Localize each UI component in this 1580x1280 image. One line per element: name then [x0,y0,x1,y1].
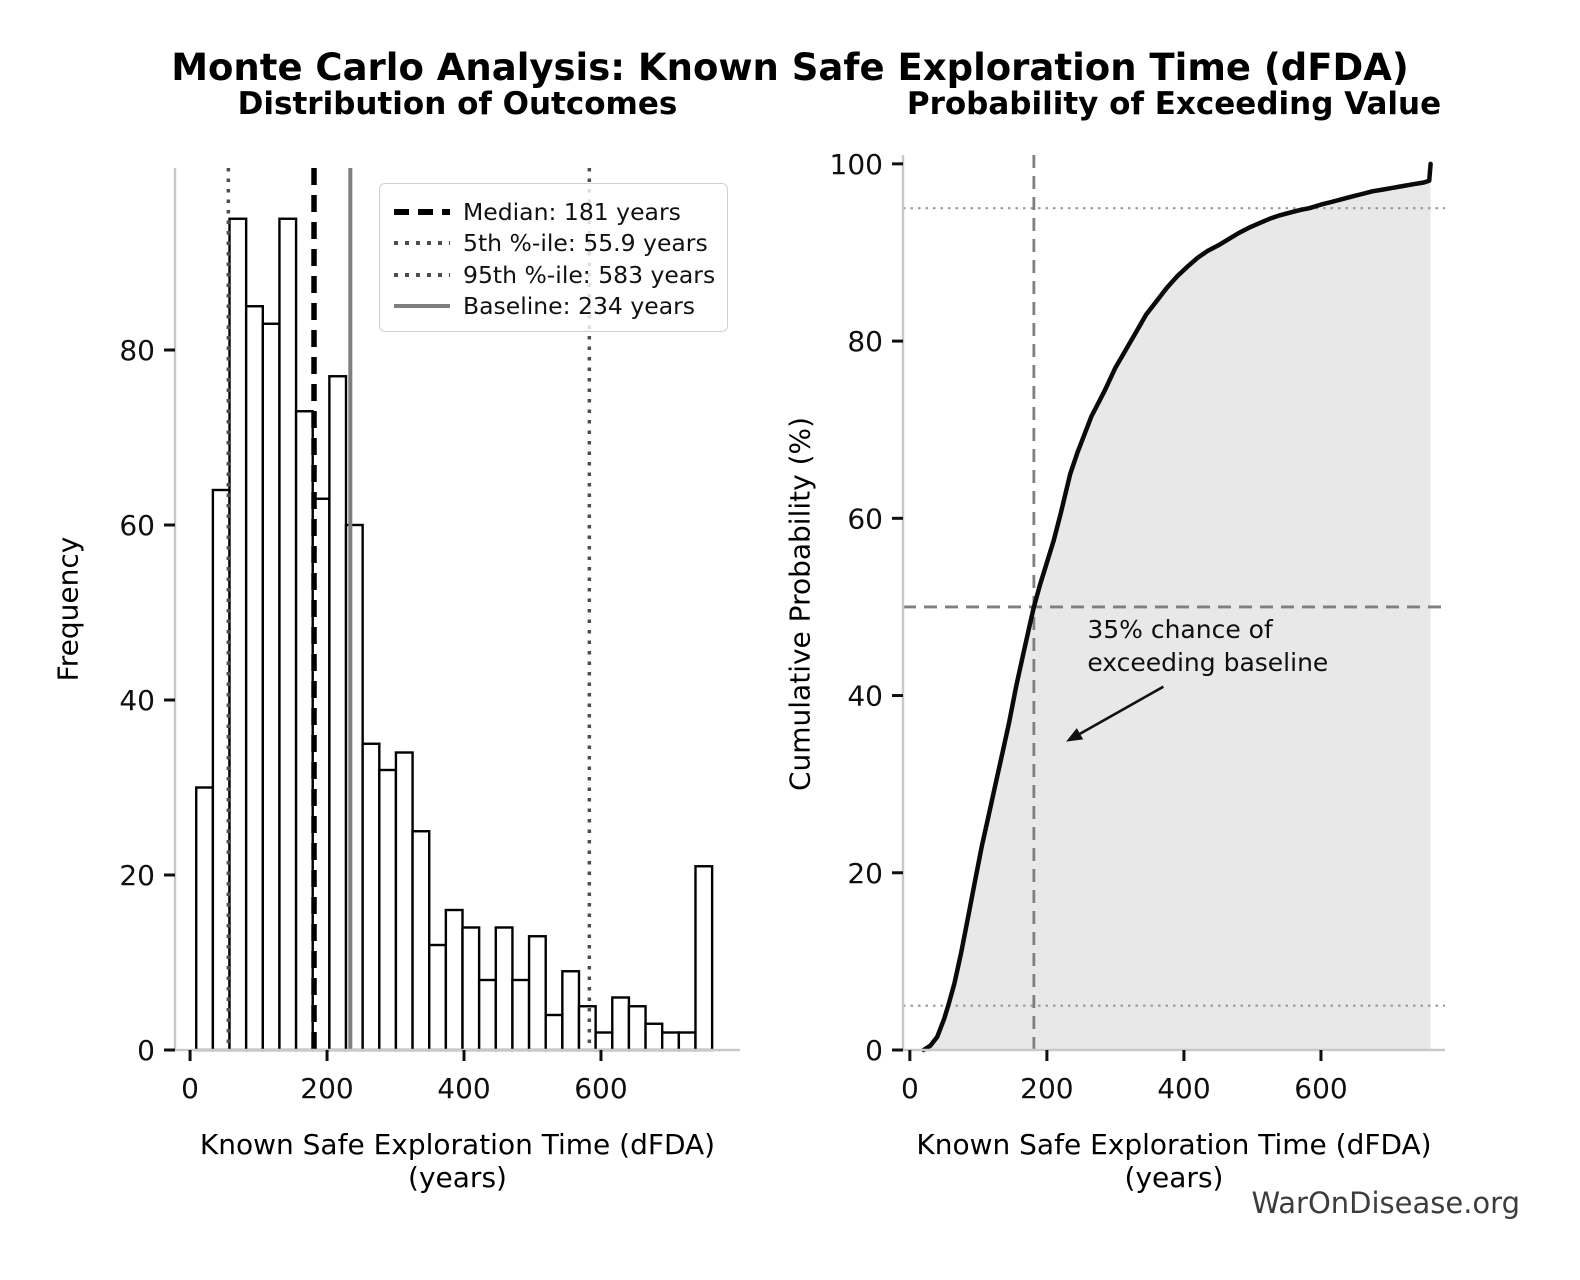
svg-text:100: 100 [829,147,883,181]
histogram-bar [579,1006,596,1050]
legend-item-baseline [394,291,713,321]
histogram-bar [629,1006,646,1050]
histogram-xaxis-label: Known Safe Exploration Time (dFDA) (years) [199,1128,716,1194]
histogram-bar [246,306,263,1050]
histogram-bar [279,219,296,1050]
histogram-bar [646,1024,663,1050]
histogram-bar [562,971,579,1050]
histogram-bar [263,324,280,1050]
histogram-bar [596,1033,613,1051]
histogram-bars [196,219,712,1050]
histogram-bar [396,753,413,1051]
histogram-bar [679,1033,696,1051]
histogram-bar [196,788,213,1051]
svg-text:600: 600 [1294,1072,1348,1105]
histogram-bar [230,219,247,1050]
percentile5-dotted-line-icon [394,241,450,245]
percentile95-dotted-line-icon [394,273,450,277]
svg-text:0: 0 [865,1034,883,1067]
svg-text:20: 20 [119,859,155,892]
frequency-axis-label: Frequency [51,536,85,682]
figure-title: Monte Carlo Analysis: Known Safe Exploration Time (dFDA) [171,46,1409,89]
svg-text:80: 80 [847,325,883,359]
svg-text:200: 200 [1020,1072,1074,1105]
legend-item-median [394,197,713,227]
svg-text:200: 200 [300,1072,354,1105]
histogram-bar [296,411,313,1050]
legend-label-95th-percentile: 95th %-ile: 583 years [463,260,716,289]
histogram-bar [546,1015,563,1050]
svg-text:400: 400 [437,1072,491,1105]
svg-text:0: 0 [900,1072,919,1105]
annotation-text-line: exceeding baseline [1087,647,1329,677]
legend [379,183,728,332]
legend-label-median: Median: 181 years [463,198,681,226]
histogram-bar [429,945,446,1050]
histogram-bar [662,1033,679,1051]
svg-text:0: 0 [181,1072,199,1105]
svg-text:600: 600 [574,1072,628,1105]
legend-label-5th-percentile: 5th %-ile: 55.9 years [463,229,708,258]
legend-label-baseline: Baseline: 234 years [463,291,696,320]
baseline-solid-line-icon [394,304,450,308]
site-watermark: WarOnDisease.org [1251,1186,1520,1220]
legend-item-5th-percentile [394,228,713,258]
svg-text:400: 400 [1157,1072,1211,1105]
histogram-bar [379,770,396,1050]
histogram-bar [462,928,479,1051]
histogram-bar [695,866,712,1050]
histogram-bar [512,980,529,1050]
svg-text:20: 20 [847,856,883,890]
cumulative-axis-label: Cumulative Probability (%) [783,416,817,792]
histogram-bar [529,936,546,1050]
histogram-bar [363,744,380,1050]
histogram-bar [413,831,430,1050]
svg-text:40: 40 [847,679,883,713]
svg-text:60: 60 [847,502,883,536]
cdf-xaxis-label: Known Safe Exploration Time (dFDA) (years) [916,1128,1432,1194]
histogram-bar [446,910,463,1050]
svg-text:0: 0 [137,1034,155,1067]
histogram-bar [496,928,513,1051]
median-dashed-line-icon [394,209,450,215]
histogram-bar [329,376,346,1050]
annotation-text-line: 35% chance of [1087,614,1273,644]
histogram-title: Distribution of Outcomes [237,86,678,122]
histogram-bar [479,980,496,1050]
cdf-title: Probability of Exceeding Value [906,86,1442,122]
svg-text:40: 40 [119,684,155,717]
svg-text:80: 80 [119,334,155,367]
legend-item-95th-percentile [394,260,716,290]
histogram-bar [612,998,629,1051]
svg-text:60: 60 [119,509,155,542]
